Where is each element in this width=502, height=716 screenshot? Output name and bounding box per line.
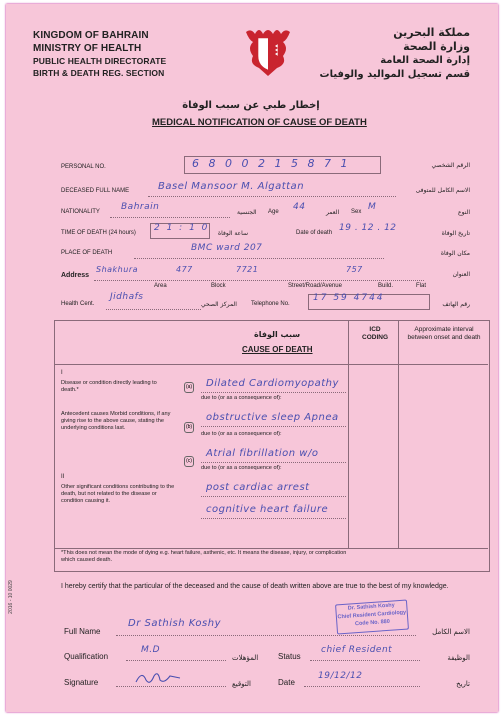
health-cent-value: Jidhafs <box>110 292 144 302</box>
street-label: Street/Road/Avenue <box>288 283 342 289</box>
due-to-a: due to (or as a consequence of): <box>201 395 282 401</box>
cause-a-line <box>201 392 346 393</box>
telephone-label: Telephone No. <box>251 301 290 307</box>
status-label-ar: الوظيفة <box>447 654 470 662</box>
qualification-label-ar: المؤهلات <box>232 654 259 662</box>
telephone-value: 17 59 4744 <box>313 293 385 303</box>
icd-coding-heading: ICD CODING <box>362 326 388 341</box>
nationality-line <box>110 217 230 218</box>
doctor-stamp <box>335 600 409 635</box>
age-value: 44 <box>293 202 306 212</box>
stamp-name: Dr. Sathish Koshy <box>347 602 395 612</box>
sex-label: Sex <box>351 209 362 215</box>
status-value: chief Resident <box>321 645 393 655</box>
header-directorate-ar: إدارة الصحة العامة <box>380 55 470 66</box>
age-label: Age <box>268 209 279 215</box>
time-of-death-label-ar: ساعة الوفاة <box>218 230 248 237</box>
antecedent-label: Antecedent causes Morbid conditions, if any giving rise to the above cause, stating the underlying conditions last. <box>61 411 171 431</box>
bahrain-emblem-icon <box>243 26 293 78</box>
header-kingdom-ar: مملكة البحرين <box>393 26 470 39</box>
personal-no-value: 6 8 0 0 2 1 5 8 7 1 <box>192 157 351 170</box>
header-directorate: PUBLIC HEALTH DIRECTORATE <box>33 56 167 66</box>
header-kingdom: KINGDOM OF BAHRAIN <box>33 30 149 41</box>
cause-b-line <box>201 426 346 427</box>
place-of-death-label-ar: مكان الوفاة <box>440 250 470 257</box>
qualification-label: Qualification <box>64 652 109 661</box>
status-line <box>310 660 420 661</box>
address-line <box>94 280 424 281</box>
personal-no-label: PERSONAL NO. <box>61 164 106 170</box>
place-of-death-line <box>134 258 384 259</box>
cert-full-name-label-ar: الاسم الكامل <box>432 628 470 636</box>
cause-heading: CAUSE OF DEATH <box>242 345 313 354</box>
part-one-label: I <box>61 370 63 376</box>
other-cause-line-2 <box>201 518 346 519</box>
cert-full-name-value: Dr Sathish Koshy <box>128 618 222 629</box>
personal-no-label-ar: الرقم الشخصي <box>431 162 470 169</box>
signature-label: Signature <box>64 678 99 687</box>
disease-label: Disease or condition directly leading to death.* <box>61 380 157 393</box>
signature-label-ar: التوقيع <box>232 680 251 688</box>
side-print-code: 2016 - 10 0029 <box>7 580 14 614</box>
place-of-death-label: PLACE OF DEATH <box>61 250 113 256</box>
date-value: 19/12/12 <box>318 671 363 681</box>
other-conditions-label: Other significant conditions contributing to the death, but not related to the disease or condition causing it. <box>61 484 175 504</box>
date-of-death-label: Date of death <box>296 230 333 236</box>
health-cent-label-ar: المركز الصحي <box>201 301 237 308</box>
time-of-death-value: 2 1 : 1 0 <box>154 223 210 233</box>
sex-value: M <box>368 202 377 212</box>
date-of-death-value: 19 . 12 . 12 <box>339 223 397 233</box>
cause-table <box>54 320 490 572</box>
place-of-death-value: BMC ward 207 <box>191 243 263 253</box>
header-section-ar: قسم تسجيل المواليد والوفيات <box>319 69 470 80</box>
form-title: MEDICAL NOTIFICATION OF CAUSE OF DEATH <box>152 117 367 128</box>
part-two-label: II <box>61 474 65 480</box>
address-label-ar: العنوان <box>452 271 470 278</box>
death-notification-form <box>6 4 498 712</box>
date-label-ar: تاريخ <box>456 680 470 688</box>
cert-full-name-label: Full Name <box>64 627 101 636</box>
cause-c-line <box>201 462 346 463</box>
cause-a-value: Dilated Cardiomyopathy <box>206 378 339 389</box>
health-cent-label: Health Cent. <box>61 301 95 307</box>
date-label: Date <box>278 678 295 687</box>
health-cent-line <box>106 309 201 310</box>
nationality-value: Bahrain <box>121 202 160 212</box>
cause-a-marker: (a) <box>184 382 194 393</box>
sex-label-ar: النوع <box>458 209 470 216</box>
other-cause-line-1 <box>201 496 346 497</box>
due-to-b: due to (or as a consequence of): <box>201 431 282 437</box>
address-label: Address <box>61 272 90 279</box>
build-label: Build. <box>378 283 394 289</box>
header-section: BIRTH & DEATH REG. SECTION <box>33 68 165 78</box>
full-name-line <box>148 196 396 197</box>
stamp-code: Code No. 880 <box>354 618 391 628</box>
cause-heading-ar: سبب الوفاة <box>254 330 301 339</box>
nationality-label: NATIONALITY <box>61 209 100 215</box>
signature-scribble <box>134 668 184 688</box>
date-line <box>304 686 420 687</box>
age-label-ar: العمر <box>326 209 340 216</box>
table-divider-interval <box>398 320 399 548</box>
full-name-value: Basel Mansoor M. Algattan <box>158 181 305 192</box>
date-of-death-label-ar: تاريخ الوفاة <box>441 230 470 237</box>
header-ministry: MINISTRY OF HEALTH <box>33 43 142 54</box>
block-label: Block <box>211 283 226 289</box>
time-of-death-label: TIME OF DEATH (24 hours) <box>61 230 136 236</box>
status-label: Status <box>278 652 301 661</box>
nationality-label-ar: الجنسية <box>237 209 257 216</box>
cause-b-marker: (b) <box>184 422 194 433</box>
address-street-value: 757 <box>346 265 363 274</box>
due-to-c: due to (or as a consequence of): <box>201 465 282 471</box>
header-ministry-ar: وزارة الصحة <box>403 40 470 53</box>
address-block-value: 477 <box>176 265 193 274</box>
area-label: Area <box>154 283 167 289</box>
table-divider-icd <box>348 320 349 548</box>
table-footer-rule <box>54 548 488 549</box>
full-name-label: DECEASED FULL NAME <box>61 188 130 194</box>
full-name-label-ar: الاسم الكامل للمتوفى <box>415 187 470 194</box>
interval-heading: Approximate interval between onset and death <box>407 326 481 341</box>
cause-b-value: obstructive sleep Apnea <box>206 412 339 423</box>
table-header-rule <box>54 364 488 365</box>
cause-c-marker: (c) <box>184 456 194 467</box>
flat-label: Flat <box>416 283 427 289</box>
certify-statement: I hereby certify that the particular of the deceased and the cause of death written above are true to the best of my knowledge. <box>61 583 449 590</box>
cause-c-value: Atrial fibrillation w/o <box>206 448 319 459</box>
qualification-line <box>126 660 226 661</box>
address-building-value: 7721 <box>236 265 259 274</box>
footnote: *This does not mean the mode of dying e.g. heart failure, asthenic, etc. It means the disease, injury, or complication which caused death. <box>61 550 347 563</box>
cert-full-name-line <box>116 635 416 636</box>
stamp-title: Chief Resident Cardiology <box>337 609 407 621</box>
form-title-ar: إخطار طبي عن سبب الوفاة <box>182 100 320 111</box>
other-cause-value-1: post cardiac arrest <box>206 482 310 493</box>
telephone-label-ar: رقم الهاتف <box>442 301 470 308</box>
other-cause-value-2: cognitive heart failure <box>206 504 329 515</box>
address-area-value: Shakhura <box>96 265 139 274</box>
qualification-value: M.D <box>141 645 161 655</box>
